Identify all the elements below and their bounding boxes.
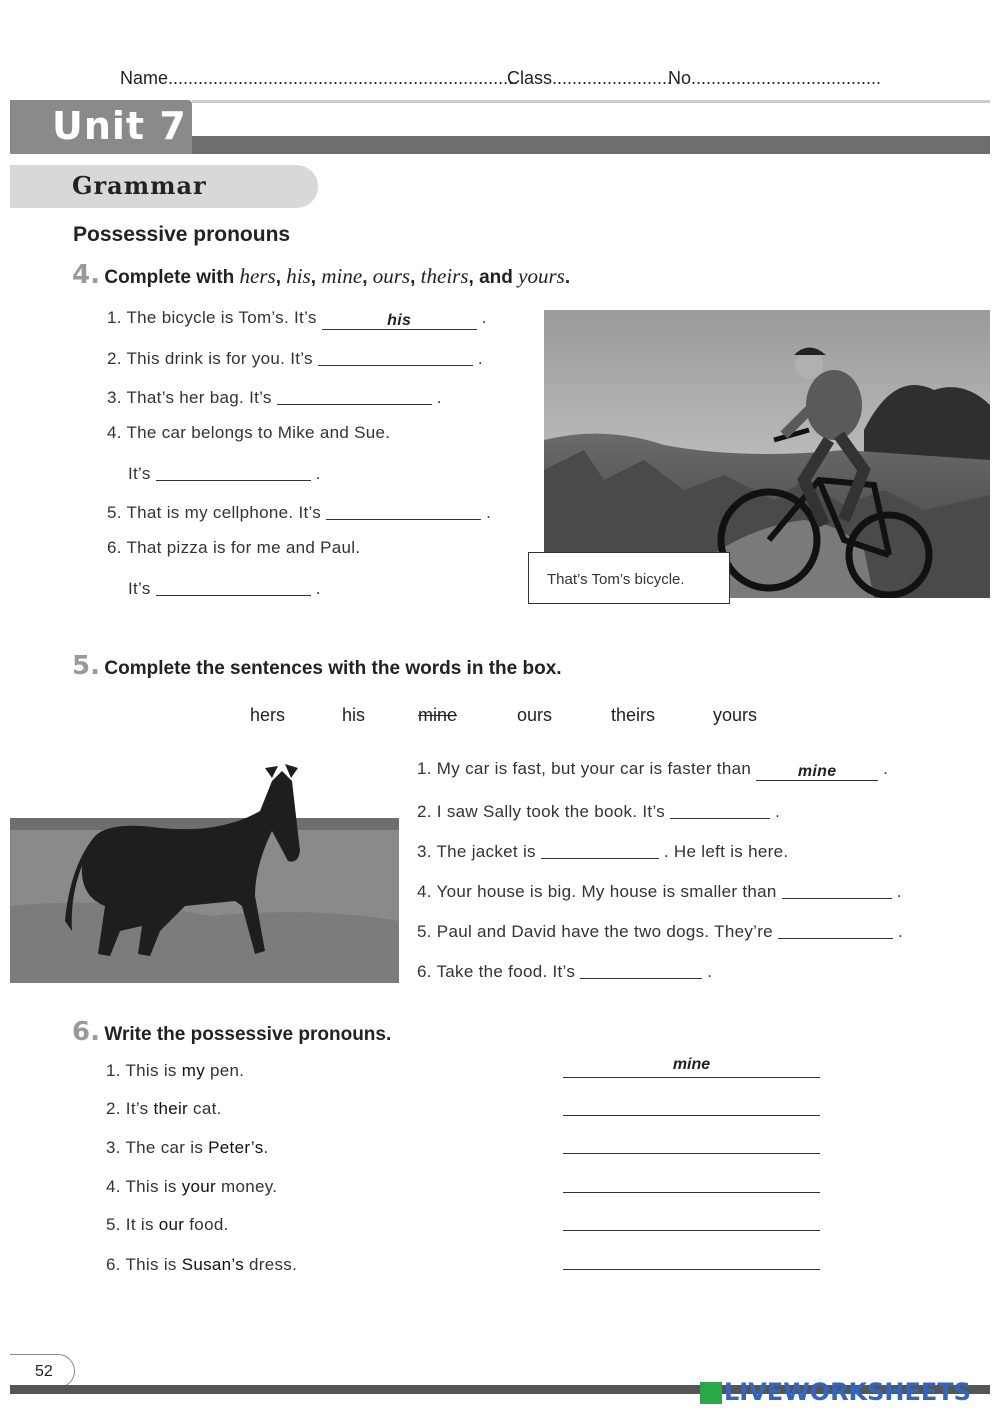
answer-blank[interactable] (318, 348, 473, 366)
answer-blank[interactable] (277, 387, 432, 405)
class-field[interactable]: Class........................ (507, 68, 673, 88)
answer-blank[interactable]: mine (756, 763, 878, 781)
answer-blank[interactable] (156, 463, 311, 481)
ex4-item-6-cont: It’s . (128, 579, 321, 598)
ex5-item-3: 3. The jacket is . He left is here. (417, 842, 789, 861)
answer-line[interactable]: mine (563, 1056, 820, 1078)
ex5-item-5: 5. Paul and David have the two dogs. They’re . (417, 922, 904, 941)
ex5-item-2: 2. I saw Sally took the book. It’s . (417, 802, 781, 821)
answer-line[interactable] (563, 1171, 820, 1193)
answer-blank[interactable] (326, 502, 481, 520)
ex4-item-5: 5. That is my cellphone. It’s . (107, 503, 492, 522)
ex6-item-4: 4. This is your money. (106, 1177, 278, 1196)
answer-line[interactable] (563, 1132, 820, 1154)
horse-illustration (10, 756, 399, 983)
ex6-item-6: 6. This is Susan’s dress. (106, 1255, 298, 1274)
page-number: 52 (10, 1354, 75, 1388)
ex5-item-4: 4. Your house is big. My house is smaller than . (417, 882, 902, 901)
exercise-title: Write the possessive pronouns. (104, 1024, 392, 1045)
answer-blank[interactable] (156, 578, 311, 596)
liveworksheets-logo: LIVEWORKSHEETS (700, 1378, 971, 1406)
page-subtitle: Possessive pronouns (73, 223, 291, 246)
exercise-6-header (72, 1017, 391, 1047)
ex4-item-4: 4. The car belongs to Mike and Sue. (107, 423, 391, 442)
ex6-item-3: 3. The car is Peter’s. (106, 1138, 269, 1157)
answer-blank[interactable] (782, 881, 892, 899)
word-box-item: hers (250, 705, 286, 725)
word-box-item-used: mine (418, 705, 458, 725)
unit-title: Unit 7 (52, 104, 187, 148)
logo-icon (700, 1382, 722, 1404)
ex5-item-6: 6. Take the food. It’s . (417, 962, 713, 981)
exercise-number: 6. (72, 1017, 100, 1047)
ex5-item-1: 1. My car is fast, but your car is faster than mine . (417, 759, 889, 780)
answer-blank[interactable] (580, 961, 702, 979)
word-box-item: yours (713, 705, 758, 725)
ex4-item-3: 3. That’s her bag. It’s . (107, 388, 442, 407)
unit-tab (10, 100, 192, 154)
exercise-5-header (72, 651, 562, 681)
word-box-item: his (342, 705, 366, 725)
answer-blank[interactable] (541, 841, 659, 859)
ex6-item-5: 5. It is our food. (106, 1215, 229, 1234)
word-box-item: theirs (611, 705, 656, 725)
exercise-number: 4. (72, 260, 100, 290)
ex6-item-2: 2. It’s their cat. (106, 1099, 222, 1118)
grammar-tab (10, 165, 318, 208)
ex4-item-2: 2. This drink is for you. It’s . (107, 349, 483, 368)
ex4-item-6: 6. That pizza is for me and Paul. (107, 538, 361, 557)
exercise-title: Complete with hers, his, mine, ours, theirs, and yours. (104, 264, 571, 288)
unit-divider (192, 100, 990, 103)
name-field[interactable]: Name...................................................................... (120, 68, 519, 88)
answer-line[interactable] (563, 1248, 820, 1270)
exercise-title: Complete the sentences with the words in the box. (104, 658, 562, 679)
answer-blank[interactable] (778, 921, 893, 939)
answer-blank[interactable] (670, 801, 770, 819)
horse-photo (10, 756, 399, 983)
answer-line[interactable] (563, 1094, 820, 1116)
ex4-item-4-cont: It’s . (128, 464, 321, 483)
ex6-item-1: 1. This is my pen. (106, 1061, 245, 1080)
ex4-item-1: 1. The bicycle is Tom’s. It’s his . (107, 308, 487, 329)
exercise-4-header (72, 260, 570, 290)
answer-line[interactable] (563, 1209, 820, 1231)
section-title: Grammar (72, 171, 207, 200)
word-box-item: ours (517, 705, 553, 725)
answer-blank[interactable]: his (322, 312, 477, 330)
exercise-number: 5. (72, 651, 100, 681)
photo-caption: That’s Tom’s bicycle. (528, 552, 730, 604)
number-field[interactable]: No...................................... (668, 68, 882, 88)
